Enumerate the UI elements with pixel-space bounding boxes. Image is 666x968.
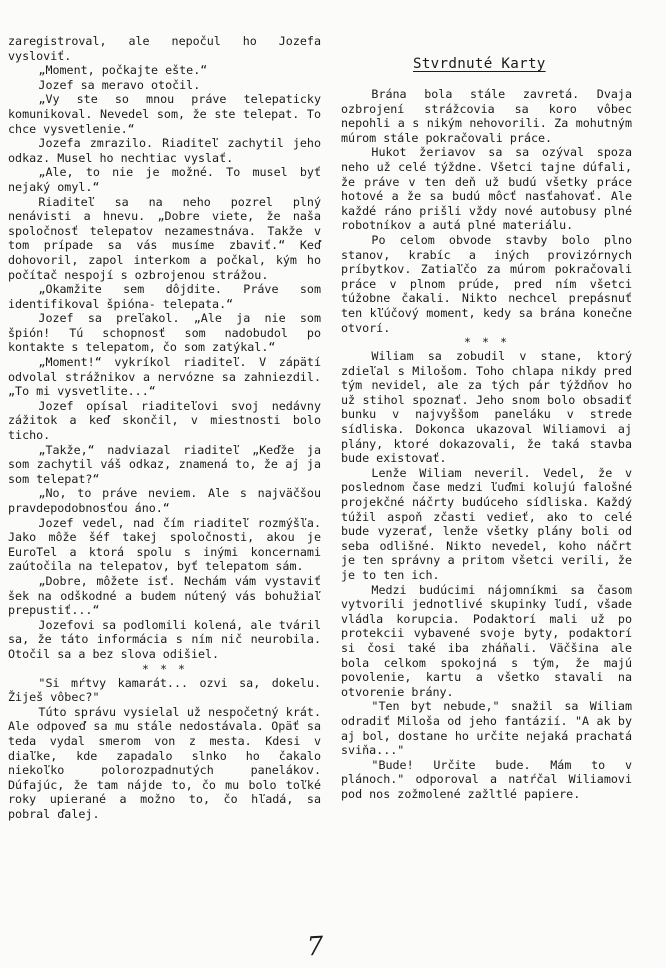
page-number: 7 <box>306 931 325 963</box>
section-separator: * * * <box>141 661 188 676</box>
left-column <box>8 34 321 821</box>
paragraph: Medzi budúcimi nájomníkmi sa časom vytvorili jednotlivé skupinky ľudí, všade vládla korupcia. Podaktorí mali už po protekcii vybavené svoje byty, podaktorí si čosi také iba zháňali. Väčšina ale bola celkom spokojná s tým, že majú povolenie, kartu a všetko stavali na otvorenie brány. <box>341 582 632 699</box>
paragraph: „Okamžite sem dôjdite. Práve som identifikoval špióna- telepata.“ <box>8 282 321 311</box>
paragraph: „Moment!“ vykríkol riaditeľ. V zápätí odvolal strážnikov a nervózne sa zahniezdil. „To mi vysvetlite...“ <box>8 355 321 399</box>
paragraph: Túto správu vysielal už nespočetný krát. Ale odpoveď sa mu stále nedostávala. Opäť sa teda vydal smerom von z mesta. Kdesi v diaľke, kde zapadalo slnko ho čakalo niekoľko polorozpadnutých panelákov. Dúfajúc, že tam nájde to, čo mu bolo toľké roky upierané a možno to, čo hľadá, sa pobral ďalej. <box>8 704 321 821</box>
paragraph: Jozef vedel, nad čím riaditeľ rozmýšľa. Jako môže šéf takej spoločnosti, akou je EuroTel a ktorá spolu s inými koncernami zaútočila na telepatov, byť telepatom sám. <box>8 515 321 574</box>
paragraph: Hukot žeriavov sa sa ozýval spoza neho už celé týždne. Všetci tajne dúfali, že práve v ten deň už budú všetky práce hotové a že sa budú môcť nasťahovať. Ale každé ráno prišli vždy nové autobusy plné robotníkov a autá plné materiálu. <box>341 145 632 233</box>
section-separator: * * * <box>463 335 510 350</box>
paragraph: Jozef sa preľakol. „Ale ja nie som špión! Tú schopnosť som nadobudol po kontakte s telepatom, čo som zatýkal.“ <box>8 311 321 355</box>
paragraph: Jozefa zmrazilo. Riaditeľ zachytil jeho odkaz. Musel ho nechtiac vyslať. <box>8 136 321 165</box>
paragraph: Riaditeľ sa na neho pozrel plný nenávisti a hnevu. „Dobre viete, že naša spoločnosť telepatov nezamestnáva. Takže v tom prípade sa vás musíme zbaviť.“ Keď dohovoril, zapol interkom a počkal, kým ho počítač nespojí s ozbrojenou strážou. <box>8 194 321 282</box>
paragraph: Jozef sa meravo otočil. <box>38 77 201 92</box>
paragraph: „Ale, to nie je možné. To musel byť nejaký omyl.“ <box>8 165 321 194</box>
paragraph: „Moment, počkajte ešte.“ <box>38 63 208 78</box>
paragraph: „Vy ste so mnou práve telepaticky komunikoval. Nevedel som, že ste telepat. To chce vysvetlenie.“ <box>8 92 321 136</box>
paragraph: „No, to práve neviem. Ale s najväčšou pravdepodobnosťou áno.“ <box>8 486 321 515</box>
paragraph: Jozefovi sa podlomili kolená, ale tváril sa, že táto informácia s ním nič neurobila. Otočil sa a bez slova odišiel. <box>8 617 321 661</box>
right-column <box>341 57 632 802</box>
paragraph: Po celom obvode stavby bolo plno stanov, krabíc a iných provizórnych príbytkov. Zatiaľčo za múrom pokračovali práce v plnom prúde, pred ním všetci túžobne čakali. Nikto nechcel prepásnuť ten kľúčový moment, kedy sa brána konečne otvorí. <box>341 232 632 335</box>
paragraph: "Bude! Určite bude. Mám to v plánoch." odporoval a natŕčal Wiliamovi pod nos zožmolené zažltlé papiere. <box>341 757 632 801</box>
paragraph: Brána bola stále zavretá. Dvaja ozbrojení strážcovia sa koro vôbec nepohli a s nikým nehovorili. Za mohutným múrom stále pokračovali práce. <box>341 87 632 145</box>
paragraph: "Ten byt nebude," snažil sa Wiliam odradiť Miloša od jeho fantázií. "A ak by aj bol, dostane ho určite nejaká prachatá sviňa..." <box>341 699 632 758</box>
paragraph: Lenže Wiliam neveril. Vedel, že v poslednom čase medzi ľuďmi kolujú falošné projekčné náčrty budúceho sídliska. Každý túžil aspoň zčasti vedieť, ako to celé bude vyzerať, lenže všetky plány boli od seba odlišné. Nikto nevedel, koho náčrt je ten správny a pritom všetci verili, že je to ten ich. <box>341 465 632 582</box>
paragraph: „Takže,“ nadviazal riaditeľ „Keďže ja som zachytil váš odkaz, znamená to, že aj ja som telepat?“ <box>8 442 321 486</box>
paragraph: Jozef opísal riaditeľovi svoj nedávny zážitok a keď skončil, v miestnosti bolo ticho. <box>8 398 321 443</box>
paragraph: "Si mŕtvy kamarát... ozvi sa, dokelu. Žiješ vôbec?" <box>8 675 321 705</box>
story-title: Stvrdnuté Karty <box>413 56 546 72</box>
paragraph: zaregistroval, ale nepočul ho Jozefa vysloviť. <box>8 34 321 63</box>
paragraph: Wiliam sa zobudil v stane, ktorý zdieľal s Milošom. Toho chlapa nikdy pred tým nevidel, ale za tých pár týždňov ho už stihol spoznať. Jeho snom bolo obsadiť bunku v najvyššom paneláku v strede sídliska. Dokonca ukazoval Wiliamovi aj plány, ktoré dokazovali, že taká stavba bude existovať. <box>341 349 632 466</box>
paragraph: „Dobre, môžete isť. Nechám vám vystaviť šek na odškodné a budem nútený vás bohužiaľ prepustiť...“ <box>8 573 321 618</box>
